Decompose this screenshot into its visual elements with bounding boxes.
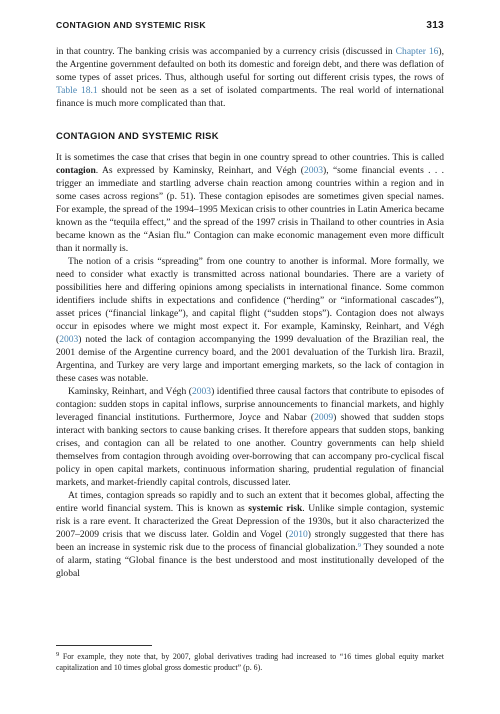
text: ) strongly suggested that there has been an increase in systemic risk due to the process of financial globalization. xyxy=(56,529,444,553)
table-18-1-link[interactable]: Table 18.1 xyxy=(56,85,98,96)
text: It is sometimes the case that crises that begin in one country spread to other countries. This is called xyxy=(56,152,444,163)
footnote xyxy=(56,652,444,673)
text: in that country. The banking crisis was accompanied by a currency crisis (discussed in xyxy=(56,46,396,57)
running-head xyxy=(56,20,444,31)
footnote-marker[interactable]: 9 xyxy=(357,542,361,549)
intro-paragraph xyxy=(56,45,444,110)
page-body xyxy=(56,20,444,580)
text: They sounded a note of alarm, stating “Global finance is the best understood and most institutionally developed of the global xyxy=(56,542,445,579)
citation-link[interactable]: 2003 xyxy=(191,386,212,397)
paragraph-3 xyxy=(56,385,444,489)
citation-link[interactable]: 2003 xyxy=(303,165,324,176)
citation-link[interactable]: 2009 xyxy=(314,412,334,423)
section-heading: CONTAGION AND SYSTEMIC RISK xyxy=(56,130,219,141)
term-contagion: contagion xyxy=(56,165,96,176)
text: Kaminsky, Reinhart, and Végh ( xyxy=(68,386,192,397)
running-title: CONTAGION AND SYSTEMIC RISK xyxy=(56,20,206,30)
text: ) showed that sudden stops interact with banking sectors to cause banking crises. It therefore appears that sudden stops, banking crises, and contagion can all be related to one another. Country governments can help shield themselves from contagion through avoiding over-borrowing that can accompany pro-cyclical fiscal policy in open capital markets, continuous information sharing, prudential regulation of financial markets, and market-friendly capital controls, discussed later. xyxy=(56,412,444,488)
paragraph-4 xyxy=(56,489,444,580)
text: should not be seen as a set of isolated compartments. The real world of international finance is much more complicated than that. xyxy=(56,85,444,109)
text: ), the Argentine government defaulted on both its domestic and foreign debt, and there was deflation of some types of asset prices. Thus, although useful for sorting out different crisis types, the rows of xyxy=(56,46,444,83)
citation-link[interactable]: 2010 xyxy=(288,529,308,540)
text: . Unlike simple contagion, systemic risk is a rare event. It characterized the Great Depression of the 1930s, but it also characterized the 2007–2009 crisis that we discuss later. Goldin and Vogel ( xyxy=(56,503,445,540)
citation-link[interactable]: 2003 xyxy=(59,334,79,345)
footnote-rule xyxy=(56,645,152,646)
text: The notion of a crisis “spreading” from one country to another is informal. More formally, we need to consider what exactly is transmitted across national boundaries. There are a variety of possibilities here and differing opinions among specialists in international finance. Some common identifiers include shifts in expectations and confidence (“herding” or “informational cascades”), asset prices (“financial linkage”), and capital flight (“sudden stops”). Contagion does not always occur in episodes where we might most expect it. For example, Kaminsky, Reinhart, and Végh ( xyxy=(56,256,444,345)
text: ) noted the lack of contagion accompanying the 1999 devaluation of the Brazilian real, the 2001 demise of the Argentine currency board, and the 2001 devaluation of the Turkish lira. Brazil, Argentina, and Turkey are very large and important emerging markets, so the lack of contagion in these cases was notable. xyxy=(56,334,444,384)
footnote-area xyxy=(56,645,444,673)
term-systemic-risk: systemic risk xyxy=(248,503,303,514)
paragraph-2 xyxy=(56,255,444,385)
chapter-16-link[interactable]: Chapter 16 xyxy=(395,46,439,57)
footnote-text: For example, they note that, by 2007, global derivatives trading had increased to “16 times global equity market capitalization and 10 times global gross domestic product” (p. 6). xyxy=(56,652,444,672)
text: At times, contagion spreads so rapidly and to such an extent that it becomes global, affecting the entire world financial system. This is known as xyxy=(56,490,444,514)
page-number: 313 xyxy=(426,20,444,31)
text: ) identified three causal factors that contribute to episodes of contagion: sudden stops in capital inflows, surprise announcements to financial markets, and highly leveraged financial institutions. Furthermore, Joyce and Nabar ( xyxy=(56,386,444,423)
text: . As expressed by Kaminsky, Reinhart, and Végh ( xyxy=(95,165,304,176)
footnote-number: 9 xyxy=(56,651,60,658)
paragraph-1 xyxy=(56,151,444,255)
text: ), “some financial events . . . trigger an immediate and startling adverse chain reaction among countries within a region and in some cases across regions” (p. 51). These contagion episodes are sometimes given special names. For example, the spread of the 1994–1995 Mexican crisis to other countries in Latin America became known as the “tequila effect,” and the spread of the 1997 crisis in Thailand to other countries in Asia became known as the “Asian flu.” Contagion can make economic management even more difficult than it normally is. xyxy=(56,165,444,254)
